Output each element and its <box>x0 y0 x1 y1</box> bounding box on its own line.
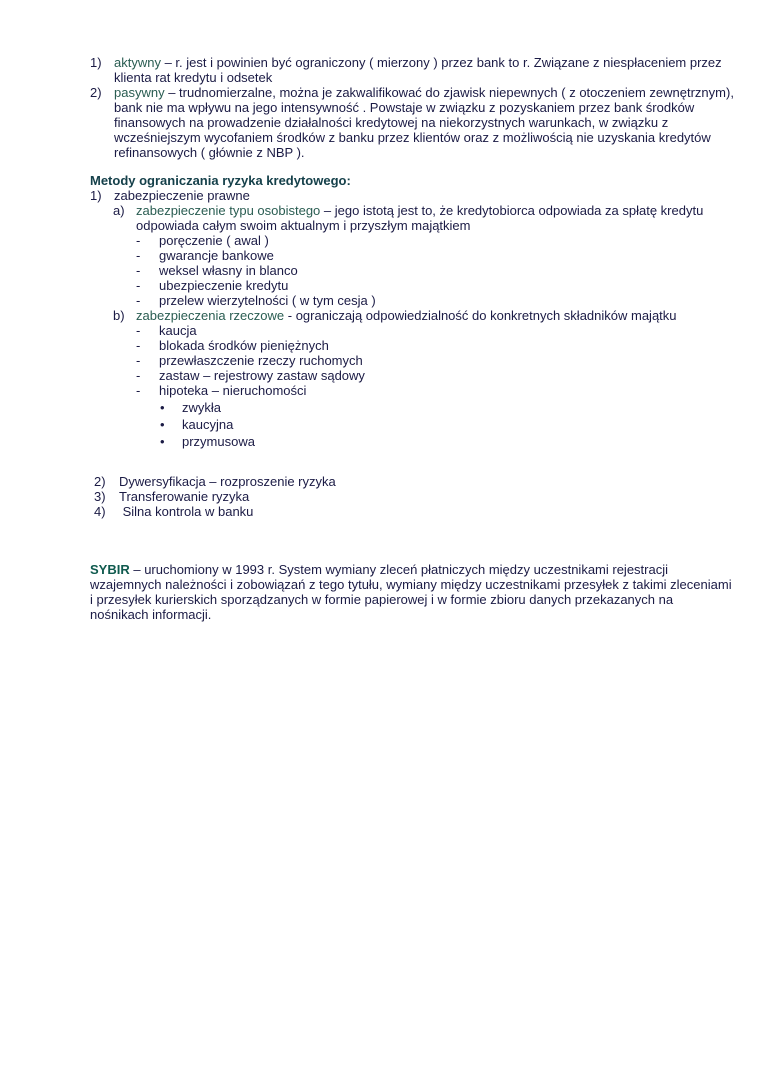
dash: - <box>136 263 141 278</box>
list-item-text: przewłaszczenie rzeczy ruchomych <box>159 353 363 368</box>
property-security-term: zabezpieczenia rzeczowe <box>136 308 285 323</box>
dash: - <box>136 323 141 338</box>
list-item <box>90 233 740 248</box>
list-item-text: Transferowanie ryzyka <box>119 489 250 504</box>
list-item <box>90 338 740 353</box>
methods-heading: Metody ograniczania ryzyka kredytowego: <box>90 173 351 188</box>
sybir-text: i przesyłek kurierskich sporządzanych w formie papierowej i w formie zbioru danych przekazanych na <box>90 592 674 607</box>
list-item-text: Dywersyfikacja – rozproszenie ryzyka <box>119 474 336 489</box>
list-item <box>90 400 740 417</box>
list-item-text: przymusowa <box>182 434 255 449</box>
legal-security-label: zabezpieczenie prawne <box>114 188 250 203</box>
list-item <box>90 323 740 338</box>
list-item <box>94 489 734 504</box>
risk-text: klienta rat kredytu i odsetek <box>114 70 273 85</box>
list-number: 2) <box>90 85 102 100</box>
risk-term-passive: pasywny <box>114 85 165 100</box>
list-item-text: zastaw – rejestrowy zastaw sądowy <box>159 368 365 383</box>
personal-security-text: odpowiada całym swoim aktualnym i przyszłym majątkiem <box>136 218 471 233</box>
dash: - <box>136 338 141 353</box>
risk-text: wcześniejszym wycofaniem środków z banku przez klientów oraz z możliwością nie uzyskania kredytów <box>114 130 711 145</box>
list-item <box>90 434 740 451</box>
list-item <box>94 474 734 489</box>
list-item-text: poręczenie ( awal ) <box>159 233 269 248</box>
list-item-text: weksel własny in blanco <box>159 263 298 278</box>
bullet: • <box>160 400 165 415</box>
list-item <box>90 203 740 218</box>
list-item <box>90 188 740 203</box>
personal-security-text: – jego istotą jest to, że kredytobiorca odpowiada za spłatę kredytu <box>320 203 704 218</box>
list-item <box>90 353 740 368</box>
methods-list <box>90 188 740 451</box>
dash: - <box>136 353 141 368</box>
personal-security-term: zabezpieczenie typu osobistego <box>136 203 321 218</box>
sub-marker: a) <box>113 203 125 218</box>
other-methods-list <box>94 474 734 519</box>
list-number: 3) <box>94 489 106 504</box>
risk-text: bank nie ma wpływu na jego intensywność . Powstaje w związku z pozyskaniem przez bank środków <box>114 100 695 115</box>
list-item <box>90 417 740 434</box>
property-security-text: - ograniczają odpowiedzialność do konkretnych składników majątku <box>284 308 677 323</box>
risk-types-list <box>90 55 740 160</box>
dash: - <box>136 368 141 383</box>
list-number: 2) <box>94 474 106 489</box>
bullet: • <box>160 417 165 432</box>
risk-text: refinansowych ( głównie z NBP ). <box>114 145 305 160</box>
list-item-text: kaucyjna <box>182 417 234 432</box>
list-item <box>90 368 740 383</box>
list-item-text: zwykła <box>182 400 222 415</box>
list-item <box>90 308 740 323</box>
sub-marker: b) <box>113 308 125 323</box>
risk-term-active: aktywny <box>114 55 161 70</box>
list-item <box>90 278 740 293</box>
list-item <box>90 55 740 70</box>
list-item <box>90 293 740 308</box>
list-item-text: blokada środków pieniężnych <box>159 338 329 353</box>
bullet: • <box>160 434 165 449</box>
dash: - <box>136 293 141 308</box>
dash: - <box>136 383 141 398</box>
sybir-text: wzajemnych należności i zobowiązań z tego tytułu, wymiany między uczestnikami przesyłek z takimi zleceniami <box>90 577 732 592</box>
list-item-text: przelew wierzytelności ( w tym cesja ) <box>159 293 376 308</box>
sybir-text: nośnikach informacji. <box>90 607 212 622</box>
risk-text: finansowych na prowadzenie działalności kredytowej na niekorzystnych warunkach, w związku z <box>114 115 669 130</box>
list-item-text: Silna kontrola w banku <box>119 504 254 519</box>
list-item <box>94 504 734 519</box>
list-item-text: ubezpieczenie kredytu <box>159 278 289 293</box>
list-number: 1) <box>90 188 102 203</box>
list-item-text: hipoteka – nieruchomości <box>159 383 307 398</box>
sybir-paragraph <box>90 562 740 622</box>
dash: - <box>136 278 141 293</box>
list-item <box>90 263 740 278</box>
list-item <box>90 248 740 263</box>
list-number: 4) <box>94 504 106 519</box>
dash: - <box>136 233 141 248</box>
risk-text: – r. jest i powinien być ograniczony ( mierzony ) przez bank to r. Związane z niespłaceniem przez <box>160 55 722 70</box>
list-item <box>90 383 740 398</box>
list-number: 1) <box>90 55 102 70</box>
dash: - <box>136 248 141 263</box>
sybir-text: – uruchomiony w 1993 r. System wymiany zleceń płatniczych między uczestnikami rejestracji <box>129 562 668 577</box>
list-item-text: gwarancje bankowe <box>159 248 274 263</box>
risk-text: – trudnomierzalne, można je zakwalifikować do zjawisk niepewnych ( z otoczeniem zewnętrznym), <box>164 85 734 100</box>
list-item <box>90 85 740 100</box>
sybir-term: SYBIR <box>90 562 130 577</box>
list-item-text: kaucja <box>159 323 197 338</box>
